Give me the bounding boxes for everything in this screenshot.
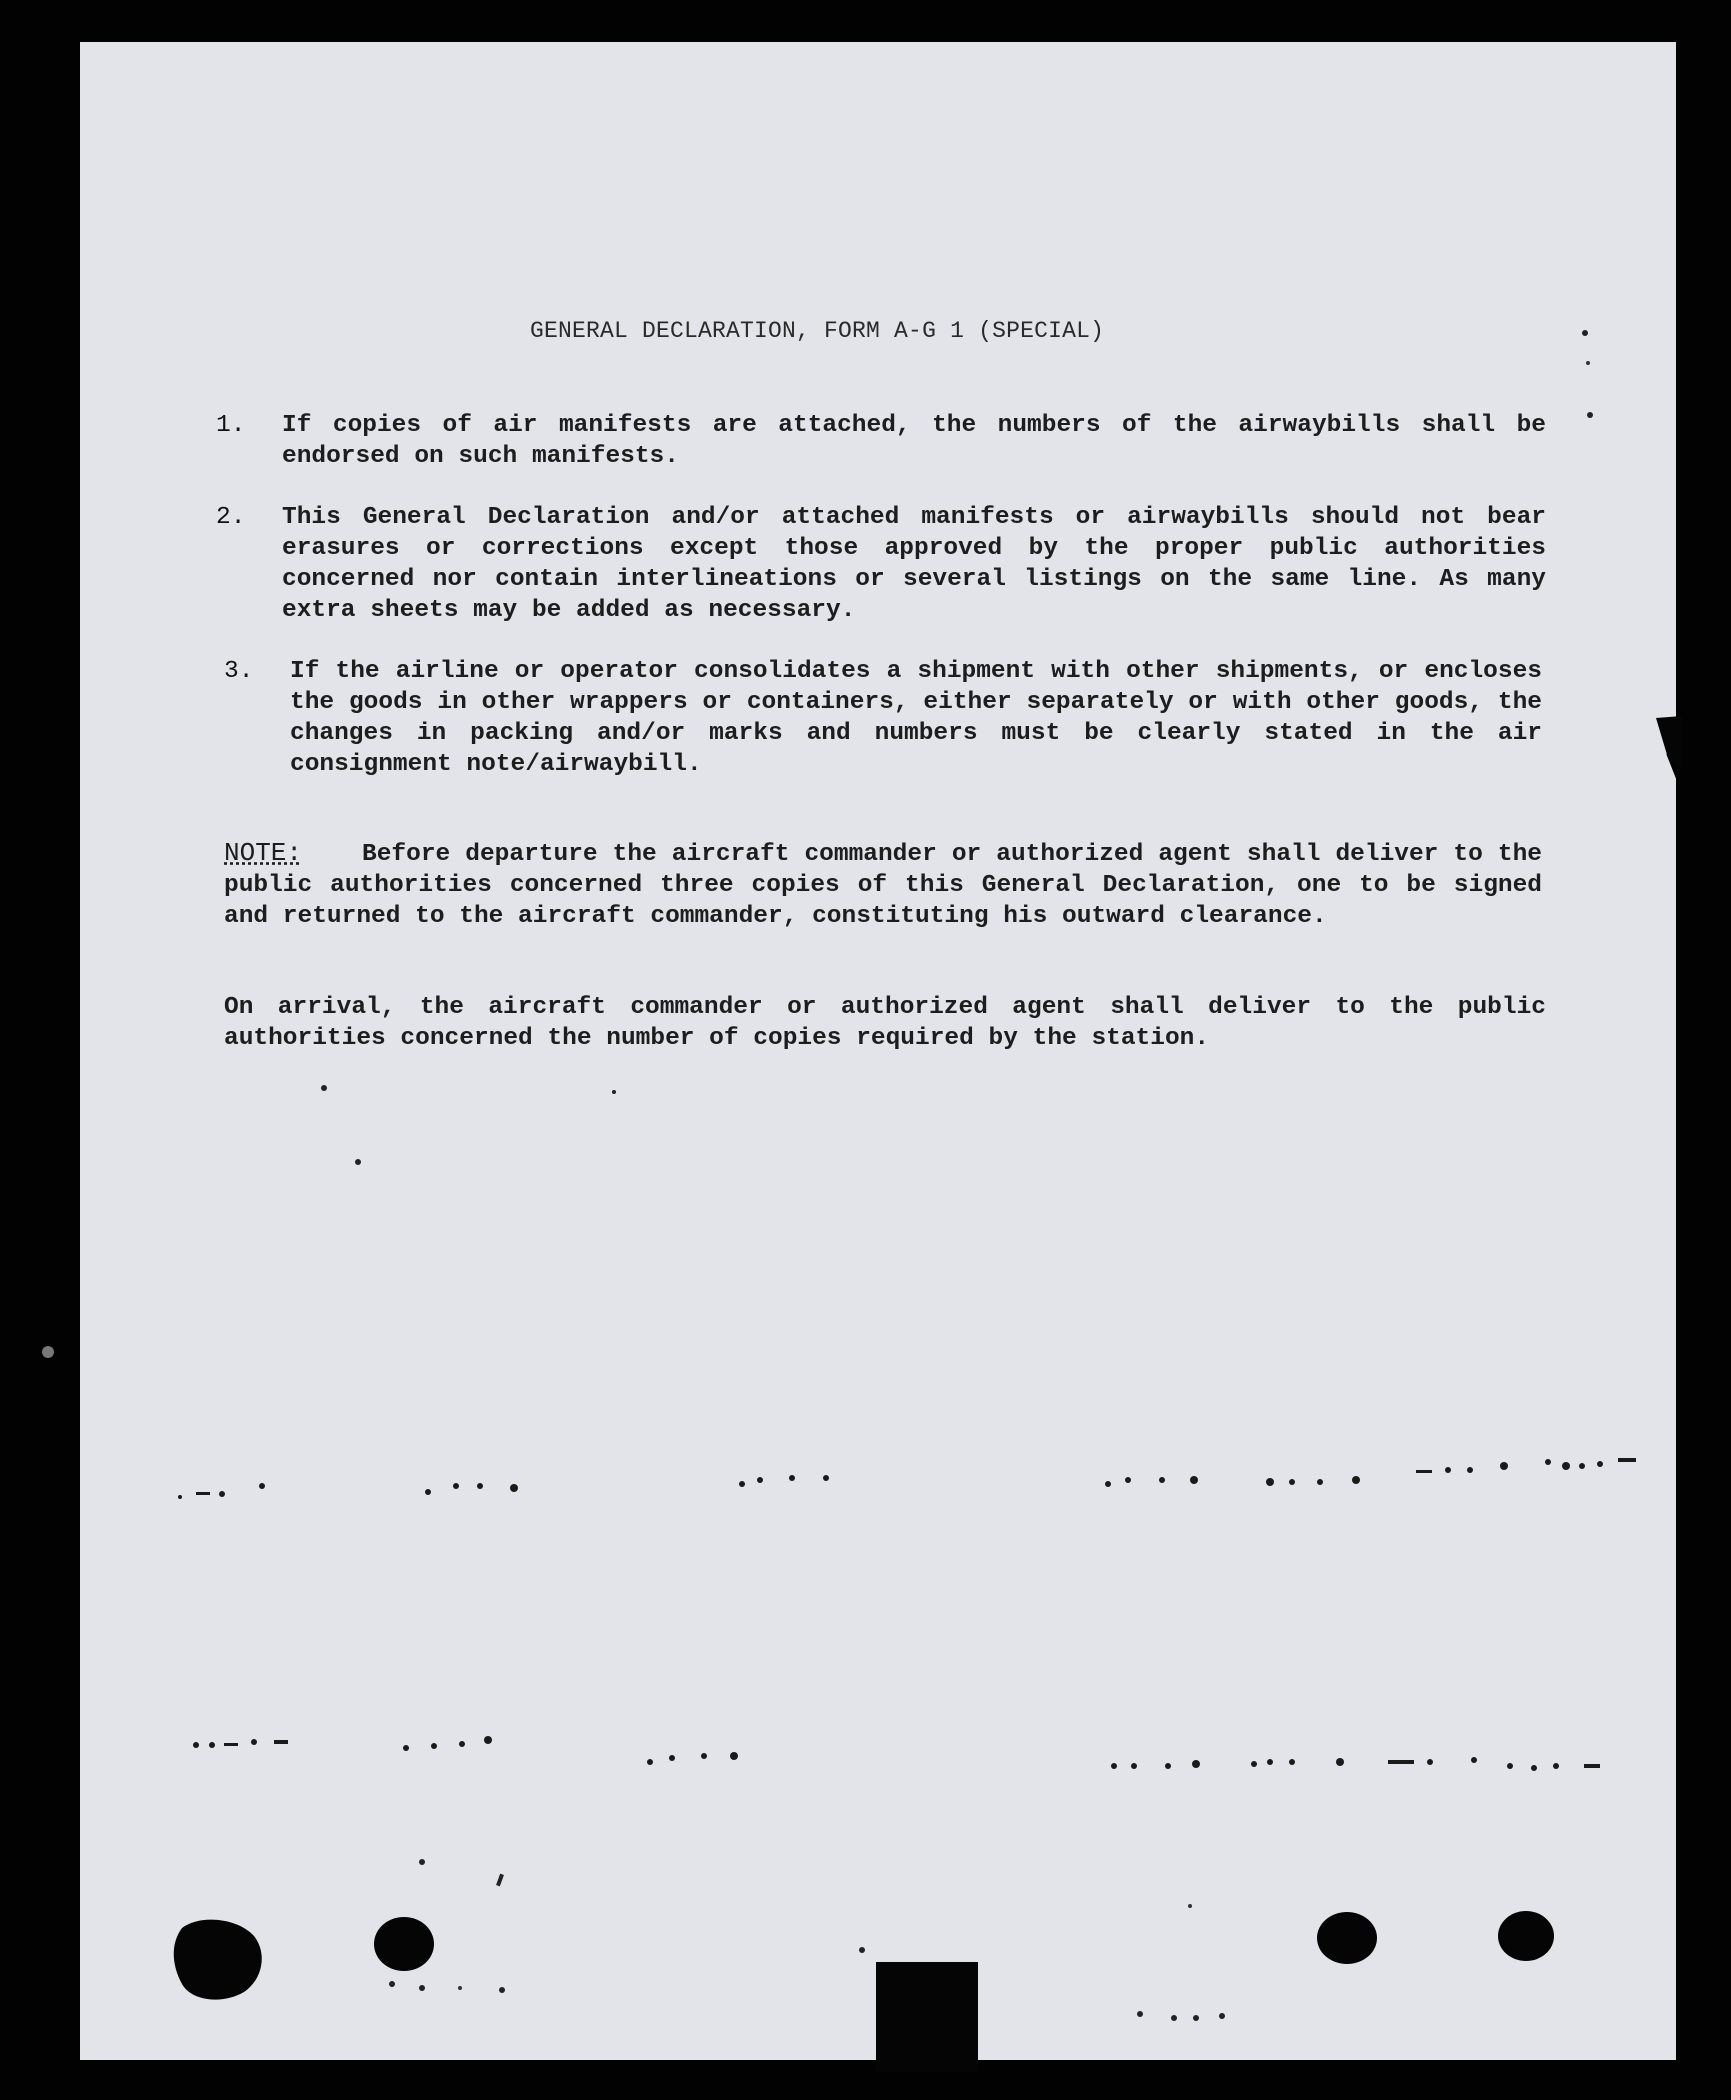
item-number: 2. — [216, 504, 246, 531]
item-number: 3. — [224, 658, 254, 685]
note-label: NOTE: — [224, 838, 303, 868]
instruction-item-2 — [216, 502, 1546, 626]
item-text: If the airline or operator consolidates a shipment with other shipments, or encloses the goods in other wrappers or containers, either separately or with other goods, the changes in packing and/or marks and numbers must be clearly stated in the air consignment note/airwaybill. — [290, 658, 1542, 778]
item-text: This General Declaration and/or attached manifests or airwaybills should not bear erasures or corrections except those approved by the proper public authorities concerned nor contain interlineations or several listings on the same line. As many extra sheets may be added as necessary. — [282, 504, 1546, 624]
instruction-item-1 — [216, 410, 1546, 472]
item-number: 1. — [216, 412, 246, 439]
note-text: Before departure the aircraft commander or authorized agent shall deliver to the public authorities concerned three copies of this General Declaration, one to be signed and returned to the aircraft commander, constituting his outward clearance. — [224, 841, 1542, 930]
arrival-paragraph: On arrival, the aircraft commander or authorized agent shall deliver to the public authorities concerned the number of copies required by the station. — [224, 994, 1546, 1052]
item-text: If copies of air manifests are attached, the numbers of the airwaybills shall be endorsed on such manifests. — [282, 412, 1546, 470]
document-title: GENERAL DECLARATION, FORM A-G 1 (SPECIAL) — [530, 318, 1105, 344]
note-paragraph — [224, 838, 1542, 932]
instruction-item-3 — [224, 656, 1554, 780]
